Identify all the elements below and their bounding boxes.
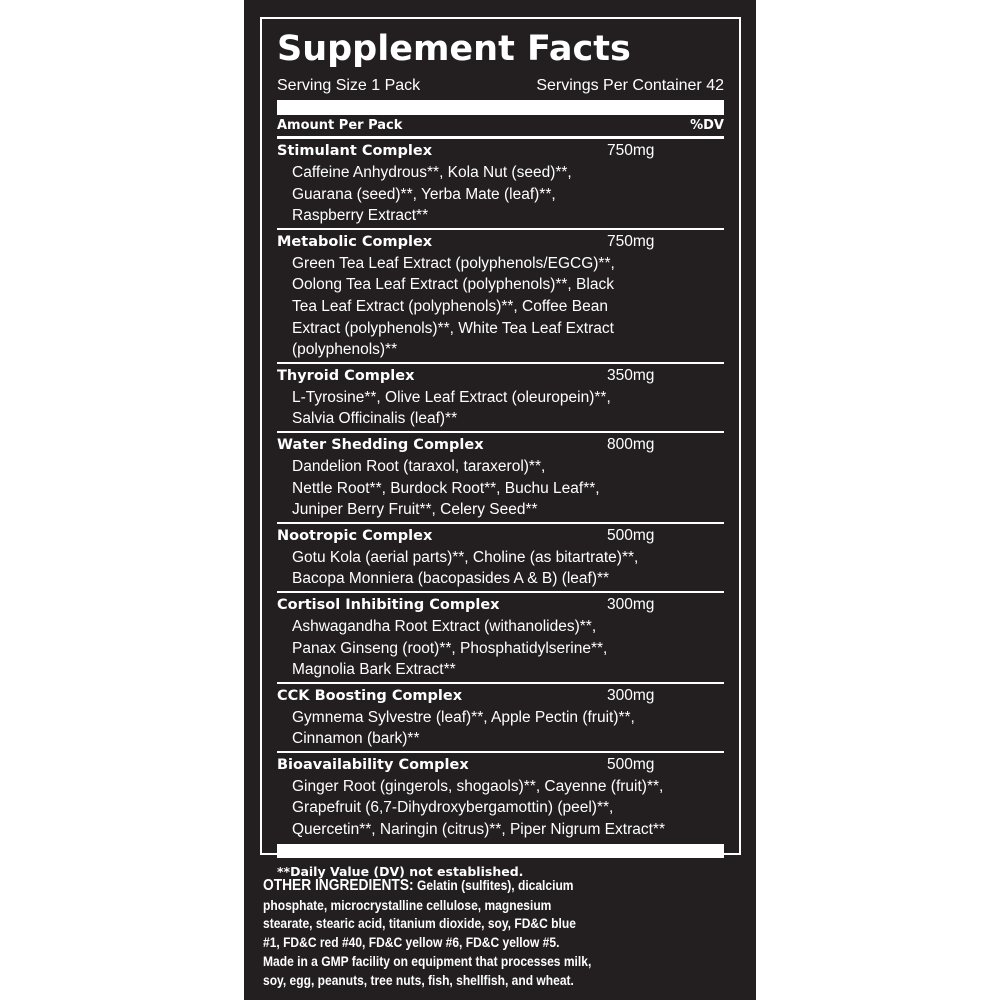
group-ingredients (277, 387, 724, 430)
group-name: Bioavailability Complex (277, 756, 469, 773)
ingredient-line: Guarana (seed)**, Yerba Mate (leaf)**, (292, 185, 556, 203)
ingredient-line: Tea Leaf Extract (polyphenols)**, Coffee Bean (292, 297, 608, 315)
other-ingredients-lines (263, 896, 676, 990)
ingredient-line: Panax Ginseng (root)**, Phosphatidylserine**, (292, 639, 608, 657)
ingredient-line: Dandelion Root (taraxol, taraxerol)**, (292, 457, 546, 475)
ingredient-line: Gymnema Sylvestre (leaf)**, Apple Pectin (fruit)**, (292, 708, 635, 726)
ingredient-line: Salvia Officinalis (leaf)** (292, 410, 458, 428)
ingredient-group (277, 754, 724, 842)
ingredient-line: Ashwagandha Root Extract (withanolides)**, (292, 617, 597, 635)
supplement-facts-box (260, 17, 741, 879)
ingredient-line: Cinnamon (bark)** (292, 730, 420, 748)
group-name: Stimulant Complex (277, 143, 433, 159)
ingredient-line: Raspberry Extract** (292, 207, 429, 225)
group-amount: 300mg (607, 686, 655, 704)
ingredient-line: L-Tyrosine**, Olive Leaf Extract (oleuropein)**, (292, 388, 611, 406)
other-ingredients-line: soy, egg, peanuts, tree nuts, fish, shellfish, and wheat. (263, 971, 574, 988)
group-header-row (277, 434, 724, 456)
other-ingredients-line: Made in a GMP facility on equipment that processes milk, (263, 952, 592, 969)
ingredient-line: Juniper Berry Fruit**, Celery Seed** (292, 501, 538, 519)
group-name: Cortisol Inhibiting Complex (277, 596, 500, 613)
ingredient-group (277, 434, 724, 524)
group-ingredients (277, 162, 724, 227)
ingredient-line: Grapefruit (6,7-Dihydroxybergamottin) (peel)**, (292, 799, 614, 817)
serving-size: Serving Size 1 Pack (277, 77, 421, 94)
daily-value-footnote: **Daily Value (DV) not established. (277, 863, 524, 879)
ingredient-line: Oolong Tea Leaf Extract (polyphenols)**, Black (292, 276, 614, 294)
other-ingredients-line: #1, FD&C red #40, FD&C yellow #6, FD&C yellow #5. (263, 934, 560, 951)
ingredient-line: Gotu Kola (aerial parts)**, Choline (as bitartrate)**, (292, 548, 639, 566)
group-header-row (277, 594, 724, 616)
group-ingredients (277, 616, 724, 681)
group-ingredients (277, 253, 724, 361)
amount-per-pack-header: Amount Per Pack (277, 118, 403, 133)
group-header-row (277, 525, 724, 547)
group-header-row (277, 365, 724, 387)
other-ingredients-line: phosphate, microcrystalline cellulose, magnesium (263, 896, 552, 913)
ingredient-line: (polyphenols)** (292, 341, 398, 359)
ingredient-group (277, 231, 724, 364)
thick-divider (277, 100, 724, 115)
bottom-thick-divider (277, 844, 724, 858)
group-amount: 350mg (607, 366, 655, 384)
other-ingredients-text: Gelatin (sulfites), dicalcium (413, 877, 574, 893)
group-amount: 300mg (607, 595, 655, 613)
amount-header-row (277, 118, 724, 134)
ingredient-group (277, 140, 724, 230)
group-name: Nootropic Complex (277, 527, 433, 544)
group-amount: 750mg (607, 232, 655, 250)
serving-info-row (277, 77, 724, 95)
group-amount: 500mg (607, 755, 655, 773)
ingredient-line: Green Tea Leaf Extract (polyphenols/EGCG)**, (292, 254, 615, 272)
ingredient-line: Extract (polyphenols)**, White Tea Leaf Extract (292, 319, 614, 337)
ingredient-line: Bacopa Monniera (bacopasides A & B) (leaf)** (292, 570, 610, 588)
ingredient-line: Nettle Root**, Burdock Root**, Buchu Leaf**, (292, 479, 600, 497)
group-header-row (277, 140, 724, 162)
group-ingredients (277, 547, 724, 590)
group-name: Thyroid Complex (277, 367, 415, 384)
header-divider (277, 136, 724, 139)
ingredient-line: Quercetin**, Naringin (citrus)**, Piper Nigrum Extract** (292, 821, 665, 839)
other-ingredients-line: stearate, stearic acid, titanium dioxide, soy, FD&C blue (263, 915, 576, 932)
supplement-label-panel (244, 0, 756, 1000)
group-header-row (277, 754, 724, 776)
ingredient-group (277, 594, 724, 684)
group-header-row (277, 685, 724, 707)
daily-value-header: %DV (690, 118, 724, 133)
other-ingredients (263, 876, 676, 989)
group-name: Water Shedding Complex (277, 436, 484, 453)
ingredient-group (277, 525, 724, 593)
servings-per-container: Servings Per Container 42 (536, 77, 724, 94)
ingredient-line: Magnolia Bark Extract** (292, 661, 456, 679)
group-name: CCK Boosting Complex (277, 687, 463, 704)
group-ingredients (277, 776, 724, 841)
other-ingredients-first-line (263, 876, 676, 896)
ingredient-group (277, 365, 724, 433)
group-name: Metabolic Complex (277, 233, 433, 250)
ingredient-groups (277, 140, 724, 842)
group-amount: 800mg (607, 435, 655, 453)
ingredient-line: Ginger Root (gingerols, shogaols)**, Cayenne (fruit)**, (292, 777, 664, 795)
group-amount: 500mg (607, 526, 655, 544)
group-ingredients (277, 456, 724, 521)
ingredient-line: Caffeine Anhydrous**, Kola Nut (seed)**, (292, 164, 572, 181)
ingredient-group (277, 685, 724, 753)
group-ingredients (277, 707, 724, 750)
supplement-facts-content (277, 19, 724, 879)
other-ingredients-label: OTHER INGREDIENTS: (263, 877, 414, 894)
facts-title: Supplement Facts (277, 29, 631, 69)
group-header-row (277, 231, 724, 253)
group-amount: 750mg (607, 142, 655, 159)
